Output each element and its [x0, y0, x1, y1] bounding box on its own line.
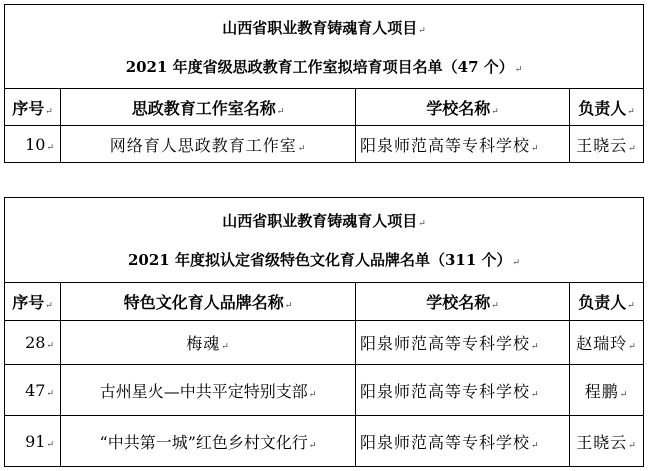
table-1-title-line2: 2021 年度省级思政教育工作室拟培育项目名单（47 个）: [125, 57, 514, 76]
row-name: “中共第一城”红色乡村文化行↵: [61, 416, 356, 467]
row-school: 阳泉师范高等专科学校↵: [356, 321, 570, 365]
table-row: [5, 126, 644, 163]
table-2-header-person: 负责人↵: [570, 283, 644, 321]
table-row: [5, 416, 644, 467]
table-2: [4, 197, 644, 467]
table-1-header-person: 负责人↵: [570, 89, 644, 126]
row-school: 阳泉师范高等专科学校↵: [356, 126, 570, 163]
row-name: 网络育人思政教育工作室↵: [61, 126, 356, 163]
row-person: 王晓云↵: [570, 416, 644, 467]
table-1-header-no: 序号↵: [5, 89, 61, 126]
table-2-header-school: 学校名称↵: [356, 283, 570, 321]
table-1-title: 山西省职业教育铸魂育人项目↵ 2021 年度省级思政教育工作室拟培育项目名单（47 个）↵: [5, 5, 644, 89]
row-name: 古州星火—中共平定特别支部↵: [61, 365, 356, 416]
table-2-header-no: 序号↵: [5, 283, 61, 321]
table-1-title-line1: 山西省职业教育铸魂育人项目: [222, 18, 418, 37]
row-no: 10↵: [5, 126, 61, 163]
row-no: 28↵: [5, 321, 61, 365]
row-person: 程鹏↵: [570, 365, 644, 416]
row-school: 阳泉师范高等专科学校↵: [356, 416, 570, 467]
row-name: 梅魂↵: [61, 321, 356, 365]
table-1-header-school: 学校名称↵: [356, 89, 570, 126]
row-school: 阳泉师范高等专科学校↵: [356, 365, 570, 416]
row-no: 91↵: [5, 416, 61, 467]
table-row: [5, 365, 644, 416]
row-no: 47↵: [5, 365, 61, 416]
table-2-title: 山西省职业教育铸魂育人项目↵ 2021 年度拟认定省级特色文化育人品牌名单（311 个）↵: [5, 198, 644, 283]
table-1: [4, 4, 644, 163]
table-row: [5, 321, 644, 365]
table-2-title-line2: 2021 年度拟认定省级特色文化育人品牌名单（311 个）: [127, 251, 512, 269]
table-2-header-name: 特色文化育人品牌名称↵: [61, 283, 356, 321]
row-person: 赵瑞玲↵: [570, 321, 644, 365]
row-person: 王晓云↵: [570, 126, 644, 163]
table-1-header-name: 思政教育工作室名称↵: [61, 89, 356, 126]
table-2-title-line1: 山西省职业教育铸魂育人项目: [222, 212, 418, 230]
